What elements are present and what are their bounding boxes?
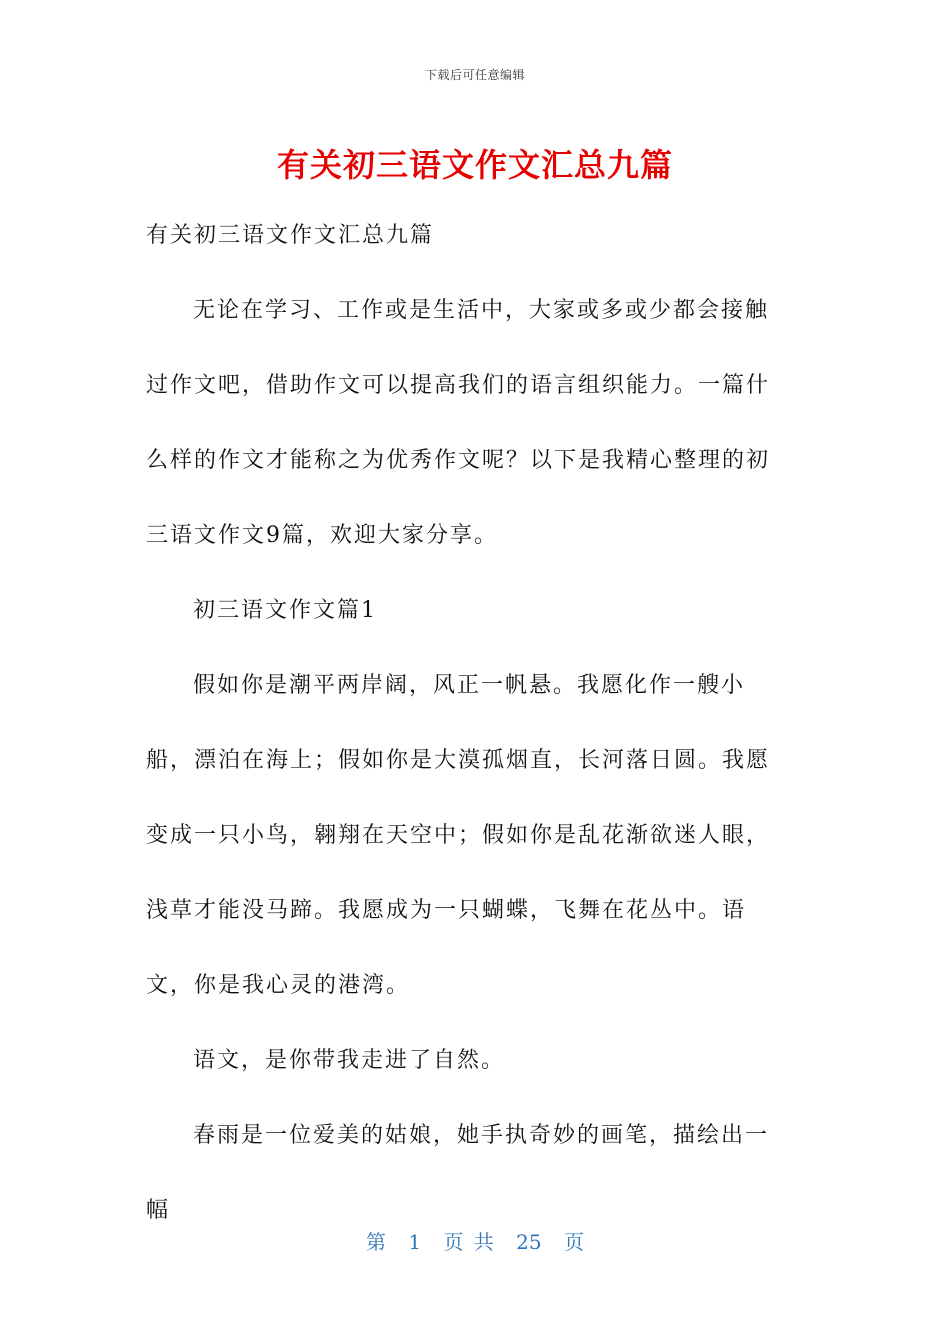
section-heading: 初三语文作文篇1 bbox=[193, 598, 377, 623]
intro-paragraph: 无论在学习、工作或是生活中，大家或多或少都会接触过作文吧，借助作文可以提高我们的语言组织能力。一篇什么样的作文才能称之为优秀作文呢？以下是我精心整理的初三语文作文9篇，欢迎大家分享。 bbox=[146, 298, 771, 548]
footer-suffix: 页 bbox=[563, 1230, 584, 1254]
footer-prefix: 第 bbox=[366, 1230, 386, 1254]
body-paragraph: 假如你是潮平两岸阔，风正一帆悬。我愿化作一艘小船，漂泊在海上；假如你是大漠孤烟直，长河落日圆。我愿变成一只小鸟，翱翔在天空中；假如你是乱花渐欲迷人眼，浅草才能没马蹄。我愿成为一只蝴蝶，飞舞在花丛中。语文，你是我心灵的港湾。 bbox=[146, 673, 771, 998]
page-footer bbox=[0, 1226, 950, 1255]
document-body bbox=[146, 198, 791, 1248]
document-title: 有关初三语文作文汇总九篇 bbox=[276, 146, 673, 184]
total-page-count: 25 bbox=[516, 1230, 542, 1254]
body-paragraph: 语文，是你带我走进了自然。 bbox=[193, 1048, 506, 1073]
footer-middle: 页 共 bbox=[443, 1230, 494, 1254]
subtitle-paragraph: 有关初三语文作文汇总九篇 bbox=[146, 223, 435, 248]
body-paragraph: 春雨是一位爱美的姑娘，她手执奇妙的画笔，描绘出一幅 bbox=[146, 1123, 770, 1223]
current-page-number: 1 bbox=[408, 1230, 422, 1254]
page-header: 下载后可任意编辑 bbox=[424, 68, 525, 82]
